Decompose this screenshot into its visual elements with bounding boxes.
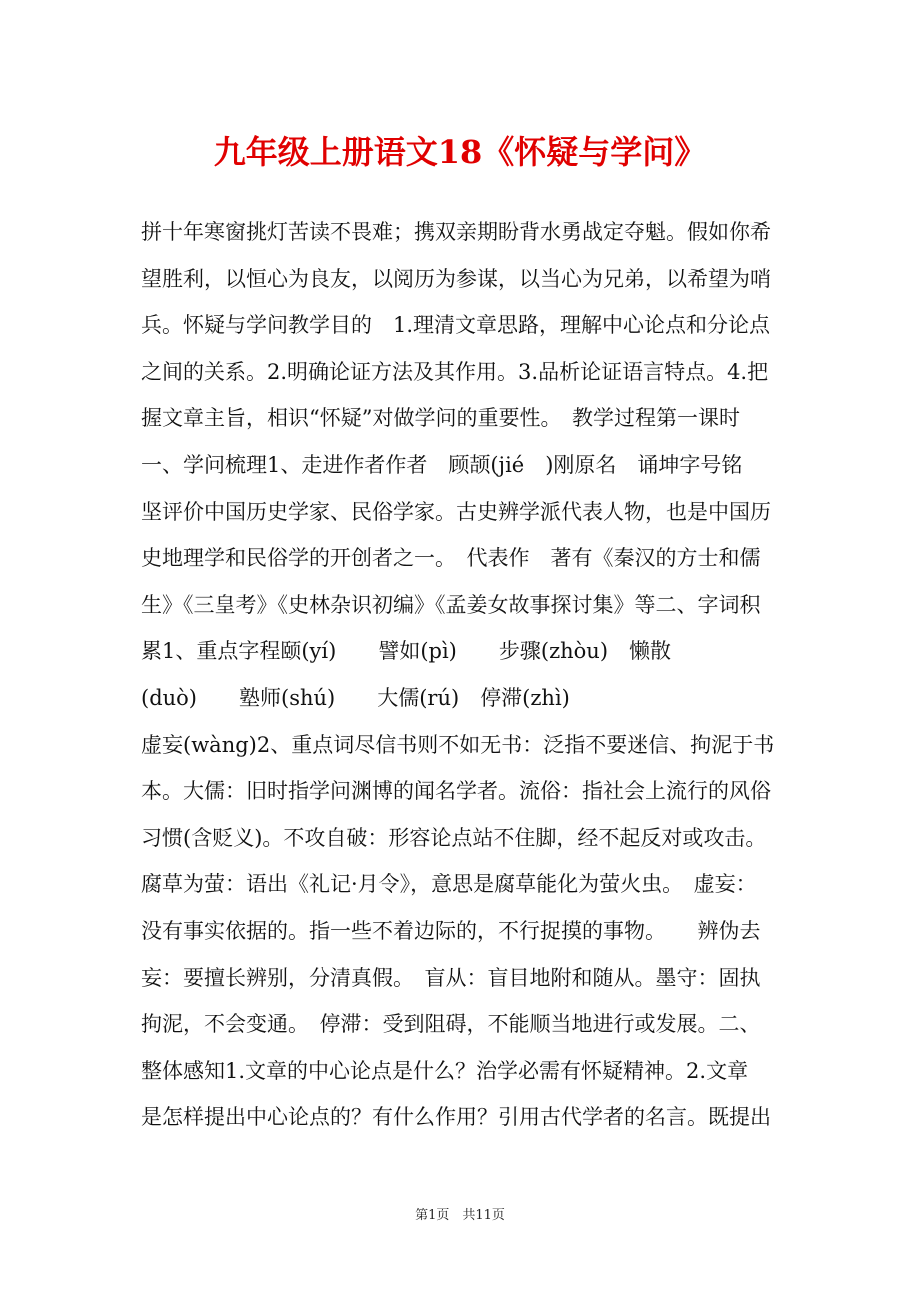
text-line: 史地理学和民俗学的开创者之一。 代表作 著有《秦汉的方士和儒 bbox=[141, 546, 761, 571]
text-line: 习惯(含贬义)。不攻自破：形容论点站不住脚，经不起反对或攻击。 bbox=[141, 825, 767, 850]
text-line: 妄：要擅长辨别，分清真假。 盲从：盲目地附和随从。墨守：固执 bbox=[141, 965, 761, 990]
text-line: 虚妄(wàng)2、重点词尽信书则不如无书：泛指不要迷信、拘泥于书 bbox=[141, 732, 775, 757]
page-title: 九年级上册语文18《怀疑与学问》 bbox=[213, 133, 707, 171]
text-line: 握文章主旨，相识“怀疑”对做学问的重要性。 教学过程第一课时 bbox=[141, 406, 740, 431]
body-text bbox=[141, 209, 786, 1141]
text-line: 腐草为萤：语出《礼记·月令》，意思是腐草能化为萤火虫。 虚妄： bbox=[141, 872, 757, 897]
text-line: 望胜利，以恒心为良友，以阅历为参谋，以当心为兄弟，以希望为哨 bbox=[141, 266, 771, 291]
text-line: 本。大儒：旧时指学问渊博的闻名学者。流俗：指社会上流行的风俗 bbox=[141, 779, 771, 804]
page-footer: 第1页 共11页 bbox=[415, 1208, 505, 1223]
text-line: 整体感知1.文章的中心论点是什么？治学必需有怀疑精神。2.文章 bbox=[141, 1058, 749, 1083]
text-line: 是怎样提出中心论点的？有什么作用？引用古代学者的名言。既提出 bbox=[141, 1105, 771, 1130]
text-line: 拼十年寒窗挑灯苦读不畏难；携双亲期盼背水勇战定夺魁。假如你希 bbox=[141, 220, 771, 244]
text-line: 没有事实依据的。指一些不着边际的，不行捉摸的事物。 辨伪去 bbox=[141, 918, 761, 943]
text-line: 生》《三皇考》《史林杂识初编》《孟姜女故事探讨集》等二、字词积 bbox=[141, 592, 761, 617]
text-line: 兵。怀疑与学问教学目的 1.理清文章思路，理解中心论点和分论点 bbox=[141, 313, 771, 338]
text-line: 累1、重点字程颐(yí) 譬如(pì) 步骤(zhòu) 懒散 bbox=[141, 639, 672, 664]
text-line: 坚评价中国历史学家、民俗学家。古史辨学派代表人物，也是中国历 bbox=[141, 499, 771, 524]
text-line: 之间的关系。2.明确论证方法及其作用。3.品析论证语言特点。4.把 bbox=[141, 359, 769, 384]
text-line: (duò) 塾师(shú) 大儒(rú) 停滞(zhì) bbox=[141, 685, 570, 710]
text-line: 拘泥，不会变通。 停滞：受到阻碍，不能顺当地进行或发展。二、 bbox=[141, 1012, 761, 1037]
text-line: 一、学问梳理1、走进作者作者 顾颉(jié )刚原名 诵坤字号铭 bbox=[141, 452, 743, 477]
